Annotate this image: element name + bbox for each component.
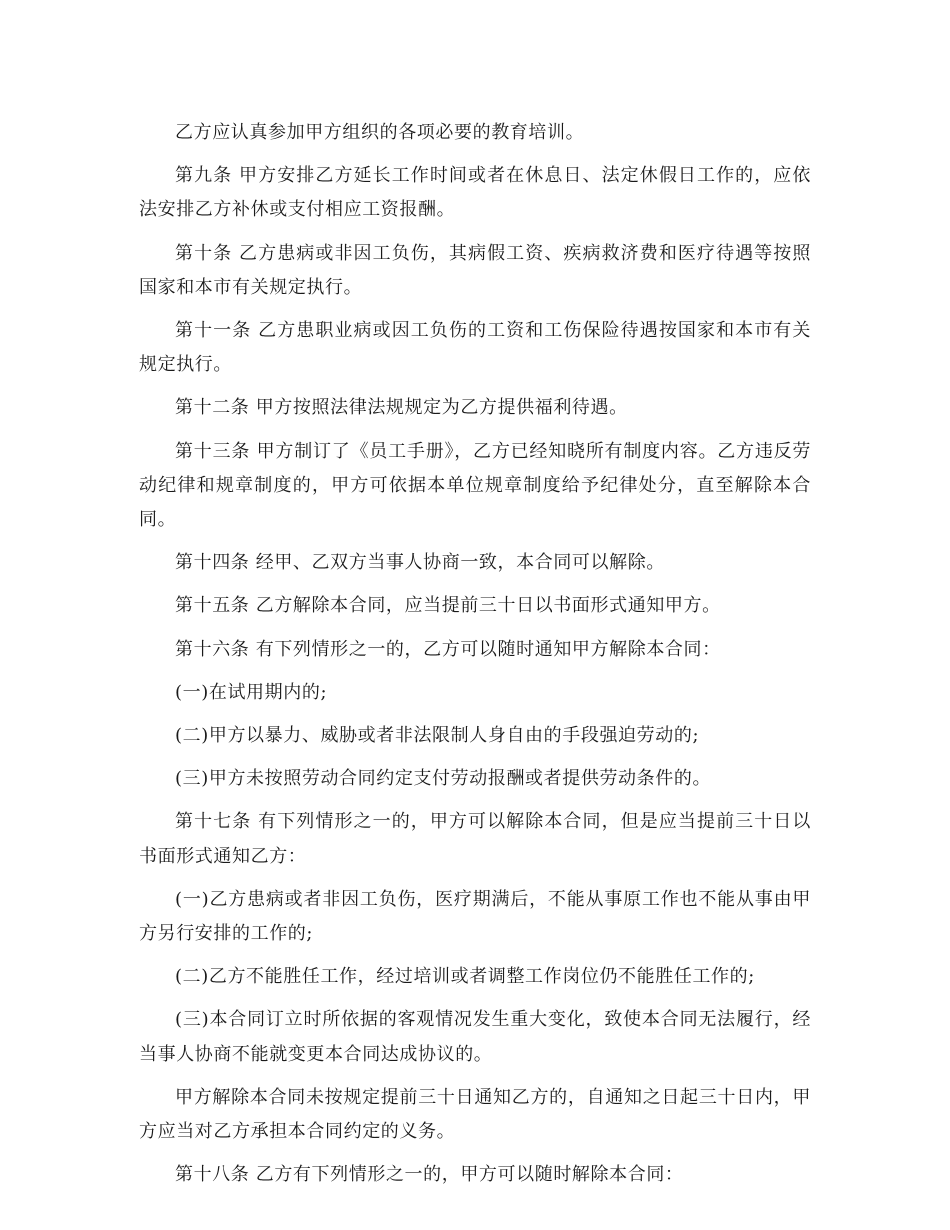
paragraph-article-17: 第十七条 有下列情形之一的，甲方可以解除本合同，但是应当提前三十日以书面形式通知乙方：: [139, 811, 811, 867]
paragraph-article-9: 第九条 甲方安排乙方延长工作时间或者在休息日、法定休假日工作的，应依法安排乙方补休或支付相应工资报酬。: [139, 165, 811, 221]
paragraph-training: 乙方应认真参加甲方组织的各项必要的教育培训。: [175, 122, 585, 143]
paragraph-article-11: 第十一条 乙方患职业病或因工负伤的工资和工伤保险待遇按国家和本市有关规定执行。: [139, 320, 811, 376]
paragraph-article-16-item-2: (二)甲方以暴力、威胁或者非法限制人身自由的手段强迫劳动的;: [175, 725, 700, 747]
paragraph-article-17-item-1: (一)乙方患病或者非因工负伤，医疗期满后，不能从事原工作也不能从事由甲方另行安排的工作的;: [139, 888, 811, 945]
paragraph-article-12: 第十二条 甲方按照法律法规规定为乙方提供福利待遇。: [175, 397, 628, 419]
paragraph-article-16-item-3: (三)甲方未按照劳动合同约定支付劳动报酬或者提供劳动条件的。: [175, 768, 712, 790]
paragraph-article-15: 第十五条 乙方解除本合同，应当提前三十日以书面形式通知甲方。: [175, 595, 721, 617]
paragraph-article-14: 第十四条 经甲、乙双方当事人协商一致，本合同可以解除。: [175, 552, 665, 574]
paragraph-article-18: 第十八条 乙方有下列情形之一的，甲方可以随时解除本合同：: [175, 1164, 684, 1186]
paragraph-article-17-item-3: (三)本合同订立时所依据的客观情况发生重大变化，致使本合同无法履行，经当事人协商不能就变更本合同达成协议的。: [139, 1009, 811, 1065]
paragraph-article-17-notice: 甲方解除本合同未按规定提前三十日通知乙方的，自通知之日起三十日内，甲方应当对乙方承担本合同约定的义务。: [139, 1086, 811, 1143]
paragraph-article-16-item-1: (一)在试用期内的;: [175, 681, 328, 703]
document-body: [139, 116, 811, 1201]
paragraph-article-13: 第十三条 甲方制订了《员工手册》，乙方已经知晓所有制度内容。乙方违反劳动纪律和规章制度的，甲方可依据本单位规章制度给予纪律处分，直至解除本合同。: [139, 440, 811, 531]
paragraph-article-10: 第十条 乙方患病或非因工负伤，其病假工资、疾病救济费和医疗待遇等按照国家和本市有关规定执行。: [139, 242, 811, 298]
paragraph-article-16: 第十六条 有下列情形之一的，乙方可以随时通知甲方解除本合同：: [175, 638, 721, 660]
paragraph-article-17-item-2: (二)乙方不能胜任工作，经过培训或者调整工作岗位仍不能胜任工作的;: [175, 966, 755, 988]
